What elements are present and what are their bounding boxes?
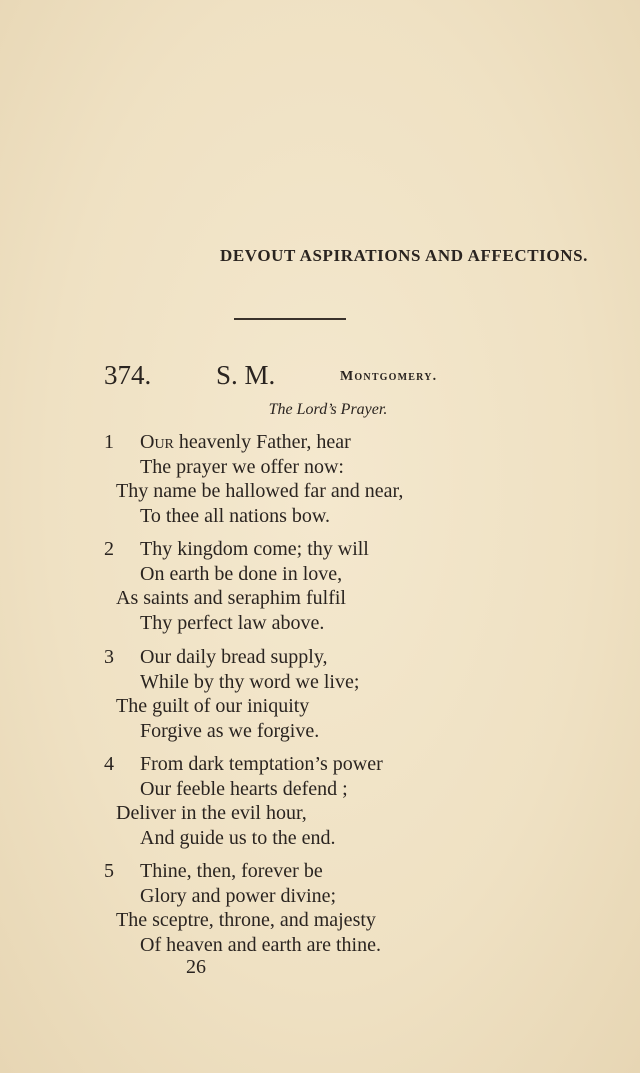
hymn-subtitle: The Lord’s Prayer. bbox=[268, 401, 388, 418]
stanza-line: Forgive as we forgive. bbox=[140, 720, 320, 742]
decorative-rule bbox=[234, 318, 346, 320]
hymn-meter: S. M. bbox=[216, 360, 276, 390]
first-word: Our bbox=[140, 431, 174, 453]
section-title: DEVOUT ASPIRATIONS AND AFFECTIONS. bbox=[219, 246, 588, 265]
stanza-line: While by thy word we live; bbox=[140, 671, 360, 693]
stanza-line: Thine, then, forever be bbox=[140, 860, 323, 882]
stanza-line: Glory and power divine; bbox=[140, 885, 337, 907]
stanza-number: 5 bbox=[104, 860, 114, 882]
stanza-line: Thy kingdom come; thy will bbox=[140, 538, 369, 560]
hymn-number: 374. bbox=[104, 360, 152, 390]
stanza-number: 4 bbox=[104, 753, 114, 775]
stanza-line: On earth be done in love, bbox=[140, 563, 343, 585]
stanza-line: And guide us to the end. bbox=[140, 827, 336, 849]
stanza-number: 2 bbox=[104, 538, 114, 560]
stanza-line: Our feeble hearts defend ; bbox=[140, 778, 348, 800]
stanza-line: Of heaven and earth are thine. bbox=[140, 934, 381, 956]
stanza-line: Thy name be hallowed far and near, bbox=[116, 480, 404, 502]
stanza-line: The guilt of our iniquity bbox=[116, 695, 310, 717]
stanza-line: As saints and seraphim fulfil bbox=[116, 587, 346, 609]
page-number: 26 bbox=[186, 956, 206, 978]
stanza-line: The sceptre, throne, and majesty bbox=[116, 909, 376, 931]
stanza-number: 3 bbox=[104, 646, 114, 668]
stanza-line bbox=[140, 431, 351, 454]
hymn-author: Montgomery. bbox=[340, 369, 438, 384]
stanza-line: To thee all nations bow. bbox=[140, 505, 331, 527]
stanza-line: Deliver in the evil hour, bbox=[116, 802, 307, 824]
stanza-line: Thy perfect law above. bbox=[140, 612, 325, 634]
stanza-line: The prayer we offer now: bbox=[140, 456, 344, 478]
line-rest: heavenly Father, hear bbox=[173, 431, 351, 453]
stanza-number: 1 bbox=[104, 431, 114, 453]
stanza-line: Our daily bread supply, bbox=[140, 646, 328, 668]
stanza-line: From dark temptation’s power bbox=[140, 753, 383, 775]
